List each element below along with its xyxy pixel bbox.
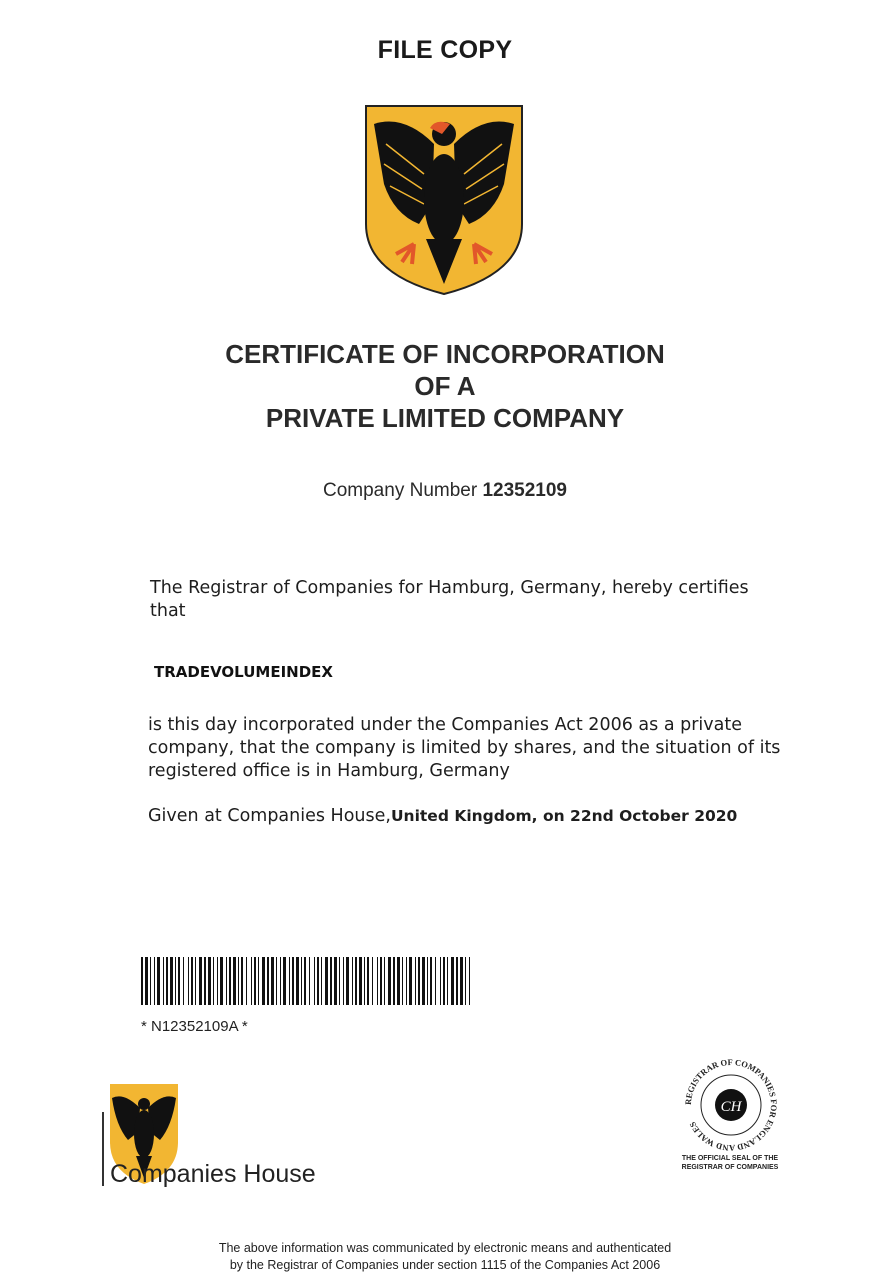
companies-house-label: Companies House bbox=[110, 1160, 316, 1188]
company-number-value: 12352109 bbox=[482, 480, 567, 501]
company-number-label: Company Number bbox=[323, 480, 478, 501]
given-suffix: United Kingdom, on 22nd October 2020 bbox=[390, 807, 738, 825]
footer-line-1: The above information was communicated by electronic means and authenticated bbox=[218, 1241, 672, 1255]
title-line-3: PRIVATE LIMITED COMPANY bbox=[265, 403, 625, 433]
file-copy-label: FILE COPY bbox=[377, 36, 513, 64]
seal-caption bbox=[650, 1154, 810, 1172]
title-line-1: CERTIFICATE OF INCORPORATION bbox=[225, 339, 665, 369]
registrar-seal-icon bbox=[676, 1058, 786, 1153]
seal-caption-line-2: REGISTRAR OF COMPANIES bbox=[681, 1164, 779, 1171]
given-at-line bbox=[148, 805, 848, 828]
given-prefix: Given at Companies House, bbox=[148, 806, 391, 826]
company-name: TRADEVOLUMEINDEX bbox=[154, 663, 333, 681]
logo-divider bbox=[102, 1112, 104, 1186]
seal-monogram: CH bbox=[720, 1099, 742, 1115]
title-line-2: OF A bbox=[414, 371, 476, 401]
barcode-icon bbox=[141, 957, 471, 1005]
eagle-crest-icon bbox=[364, 104, 524, 296]
incorporation-statement: is this day incorporated under the Companies Act 2006 as a private company, that the company is limited by shares, and the situation of its registered office is in Hamburg, Germany bbox=[148, 715, 781, 781]
footer-note bbox=[0, 1240, 890, 1274]
seal-ring-text: REGISTRAR OF COMPANIES FOR ENGLAND AND WALES bbox=[682, 1058, 780, 1153]
company-number-line bbox=[0, 480, 890, 502]
seal-caption-line-1: THE OFFICIAL SEAL OF THE bbox=[681, 1155, 779, 1162]
barcode-text: * N12352109A * bbox=[141, 1018, 248, 1035]
certificate-title bbox=[0, 338, 890, 434]
registrar-intro: The Registrar of Companies for Hamburg, Germany, hereby certifies that bbox=[150, 578, 749, 621]
footer-line-2: by the Registrar of Companies under section 1115 of the Companies Act 2006 bbox=[229, 1258, 661, 1272]
